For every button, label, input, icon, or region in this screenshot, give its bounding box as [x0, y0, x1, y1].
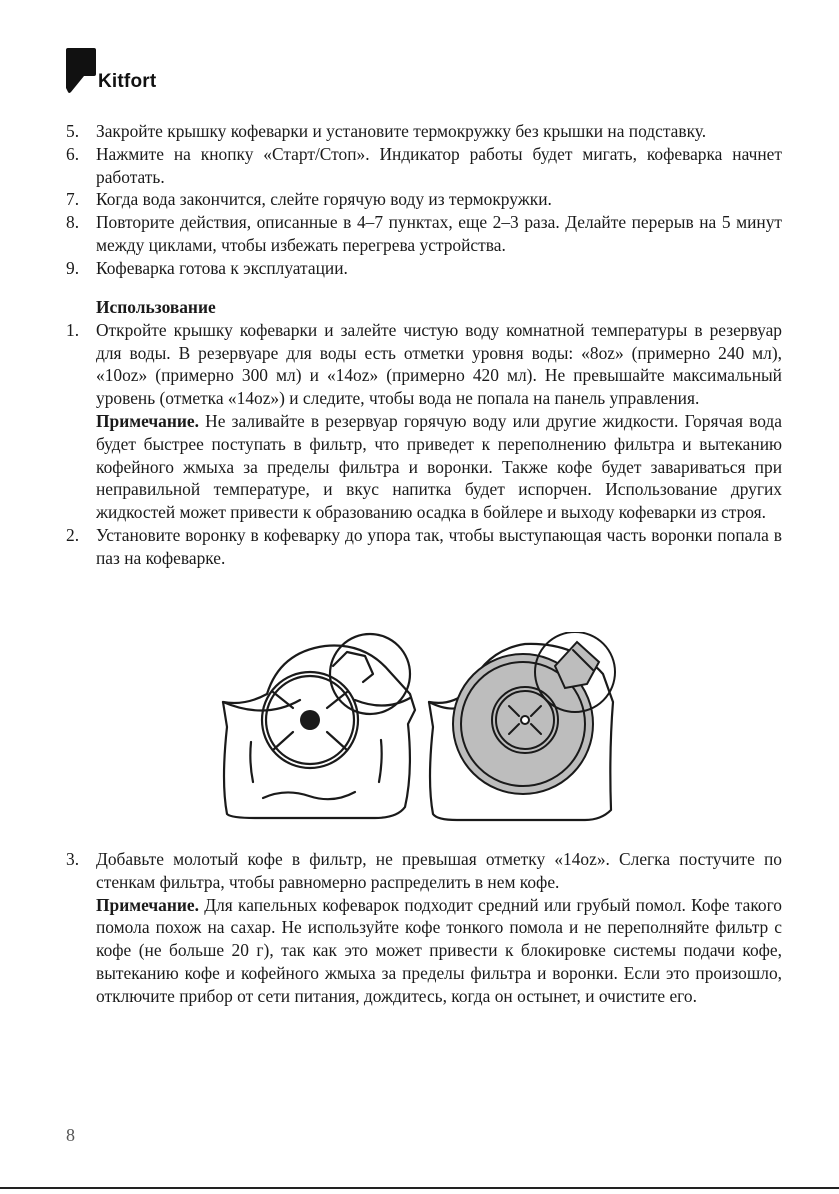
list-item: [66, 120, 782, 143]
item-text: Нажмите на кнопку «Старт/Стоп». Индикатор работы будет мигать, кофеварка начнет работать.: [96, 143, 782, 187]
item-text: Кофеварка готова к эксплуатации.: [96, 257, 348, 278]
bottom-rule: [0, 1187, 839, 1189]
note-paragraph: [66, 410, 782, 524]
funnel-install-illustration: [205, 632, 625, 822]
kitfort-logo-icon: [66, 48, 96, 94]
usage-section: [66, 296, 782, 570]
item-text: Закройте крышку кофеварки и установите термокружку без крышки на подставку.: [96, 121, 707, 141]
list-item: [66, 188, 782, 211]
machine-open-view: [223, 634, 415, 818]
brand-name: Kitfort: [98, 71, 157, 92]
brand-logo: [66, 48, 156, 94]
item-number: 1.: [66, 319, 80, 340]
list-item: [66, 211, 782, 257]
center-dot: [300, 710, 320, 730]
item-number: 7.: [66, 189, 80, 210]
item-text: Откройте крышку кофеварки и залейте чистую воду комнатной температуры в резервуар для воды. В резервуаре для воды есть отметки уровня воды: «8oz» (примерно 240 мл), «10oz» (примерно 300 мл) и «14oz» (примерно 420 мл). Не превышайте максимальный уровень (отметка «14oz») и следите, чтобы вода не попала на панель управления.: [96, 319, 782, 409]
item-number: 5.: [66, 121, 80, 141]
list-item: [66, 524, 782, 570]
list-item: [66, 319, 782, 410]
item-text: Повторите действия, описанные в 4–7 пунктах, еще 2–3 раза. Делайте перерыв на 5 минут между циклами, чтобы избежать перегрева устройства.: [96, 212, 782, 255]
section-heading: Использование: [96, 297, 216, 317]
list-item: [66, 143, 782, 189]
steps-list-bottom: [66, 848, 782, 1008]
note-paragraph: [66, 894, 782, 1008]
item-text: Установите воронку в кофеварку до упора так, чтобы выступающая часть воронки попала в паз на кофеварке.: [96, 524, 782, 568]
steps-list-top: [66, 120, 782, 280]
list-item: [66, 257, 782, 280]
item-number: 6.: [66, 143, 80, 164]
note-label: Примечание.: [96, 410, 199, 431]
item-number: 3.: [66, 849, 80, 869]
item-text: Добавьте молотый кофе в фильтр, не превышая отметку «14oz». Слегка постучите по стенкам фильтра, чтобы равномерно распределить в нем кофе.: [96, 849, 782, 892]
note-text: Не заливайте в резервуар горячую воду или другие жидкости. Горячая вода будет быстрее поступать в фильтр, что приведет к переполнению фильтра и вытеканию кофейного жмыха за пределы фильтра и воронки. Также кофе будет завариваться при неправильной температуре, и вкус напитка будет испорчен. Использование других жидкостей может привести к образованию осадка в бойлере и выходу кофеварки из строя.: [96, 410, 782, 523]
item-number: 2.: [66, 524, 80, 545]
item-number: 8.: [66, 212, 80, 233]
item-number: 9.: [66, 257, 80, 278]
item-text: Когда вода закончится, слейте горячую воду из термокружки.: [96, 189, 552, 210]
page-number: 8: [66, 1125, 75, 1145]
list-item: [66, 848, 782, 894]
note-text: Для капельных кофеварок подходит средний или грубый помол. Кофе такого помола похож на сахар. Не используйте кофе тонкого помола и не переполняйте фильтр с кофе (не больше 20 г), так как это может привести к блокировке системы подачи кофе, вытеканию кофе и кофейного жмыха за пределы фильтра и воронки. Если это произошло, отключите прибор от сети питания, дождитесь, когда он остынет, и очистите его.: [96, 894, 782, 1006]
note-label: Примечание.: [96, 894, 199, 915]
